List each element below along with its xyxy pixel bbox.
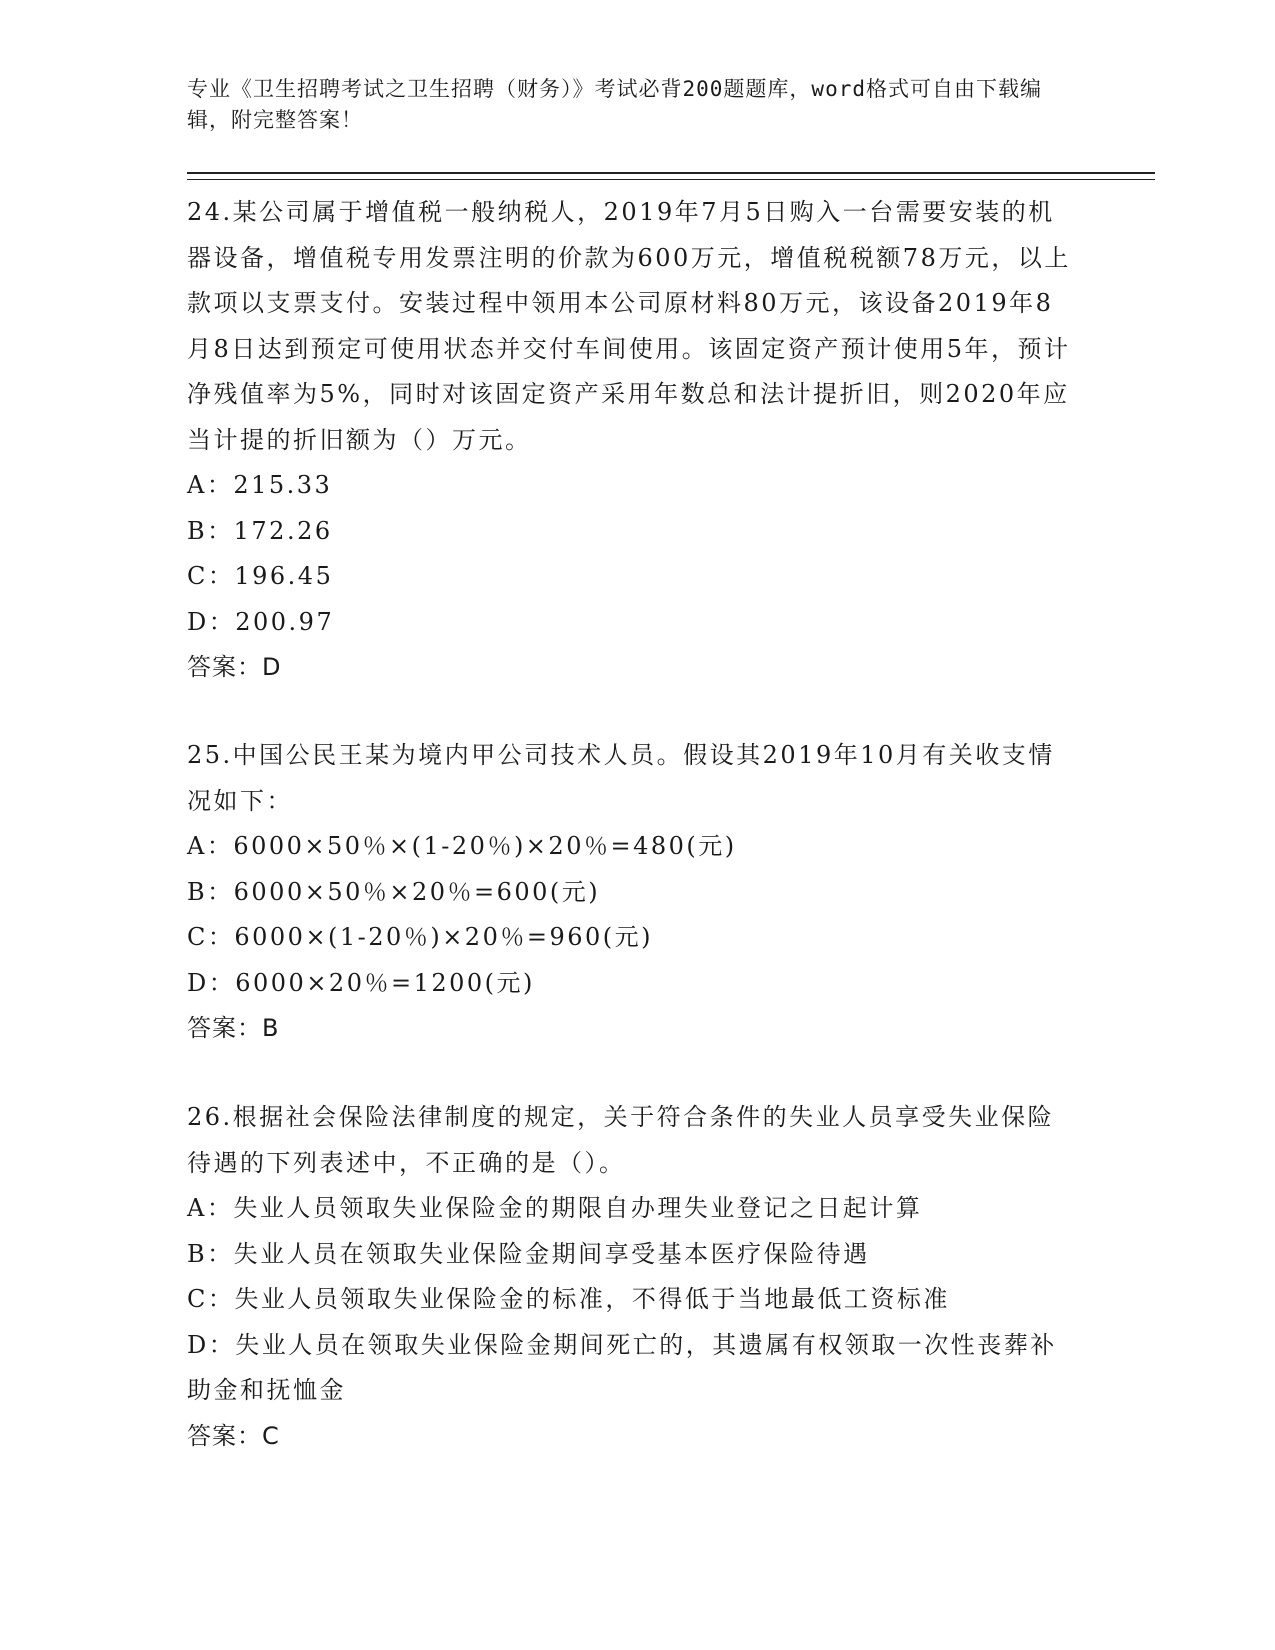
question-25 xyxy=(187,733,1077,1052)
question-stem: 26.根据社会保险法律制度的规定，关于符合条件的失业人员享受失业保险待遇的下列表述中，不正确的是（）。 xyxy=(187,1103,1055,1177)
option-a: A：6000×50％×(1-20％)×20％=480(元) xyxy=(187,832,737,860)
answer-line: 答案：C xyxy=(187,1421,280,1450)
question-24 xyxy=(187,190,1077,691)
header-divider-thick xyxy=(187,172,1155,174)
option-b: B：6000×50％×20％=600(元) xyxy=(187,877,601,906)
answer-line: 答案：B xyxy=(187,1014,280,1042)
option-c: C：失业人员领取失业保险金的标准，不得低于当地最低工资标准 xyxy=(187,1285,950,1313)
option-d: D：6000×20％=1200(元) xyxy=(187,968,535,997)
option-a: A：失业人员领取失业保险金的期限自办理失业登记之日起计算 xyxy=(187,1194,923,1222)
option-c: C：196.45 xyxy=(187,562,334,590)
answer-line: 答案：D xyxy=(187,653,282,681)
option-b: B：失业人员在领取失业保险金期间享受基本医疗保险待遇 xyxy=(187,1239,870,1268)
option-a: A：215.33 xyxy=(187,471,333,499)
option-d: D：200.97 xyxy=(187,607,335,636)
question-26 xyxy=(187,1095,1077,1459)
question-stem: 24.某公司属于增值税一般纳税人，2019年7月5日购入一台需要安装的机器设备，增值税专用发票注明的价款为600万元，增值税税额78万元，以上款项以支票支付。安装过程中领用本公司原材料80万元，该设备2019年8月8日达到预定可使用状态并交付车间使用。该固定资产预计使用5年，预计净残值率为5%，同时对该固定资产采用年数总和法计提折旧，则2020年应当计提的折旧额为（）万元。 xyxy=(187,198,1071,454)
document-header: 专业《卫生招聘考试之卫生招聘（财务）》考试必背200题题库，word格式可自由下载编辑，附完整答案！ xyxy=(187,77,1042,132)
option-c: C：6000×(1-20％)×20％=960(元) xyxy=(187,923,653,951)
option-d: D：失业人员在领取失业保险金期间死亡的，其遗属有权领取一次性丧葬补助金和抚恤金 xyxy=(187,1330,1057,1404)
header-divider-thin xyxy=(187,179,1155,180)
question-stem: 25.中国公民王某为境内甲公司技术人员。假设其2019年10月有关收支情况如下： xyxy=(187,741,1055,815)
option-b: B：172.26 xyxy=(187,516,333,545)
